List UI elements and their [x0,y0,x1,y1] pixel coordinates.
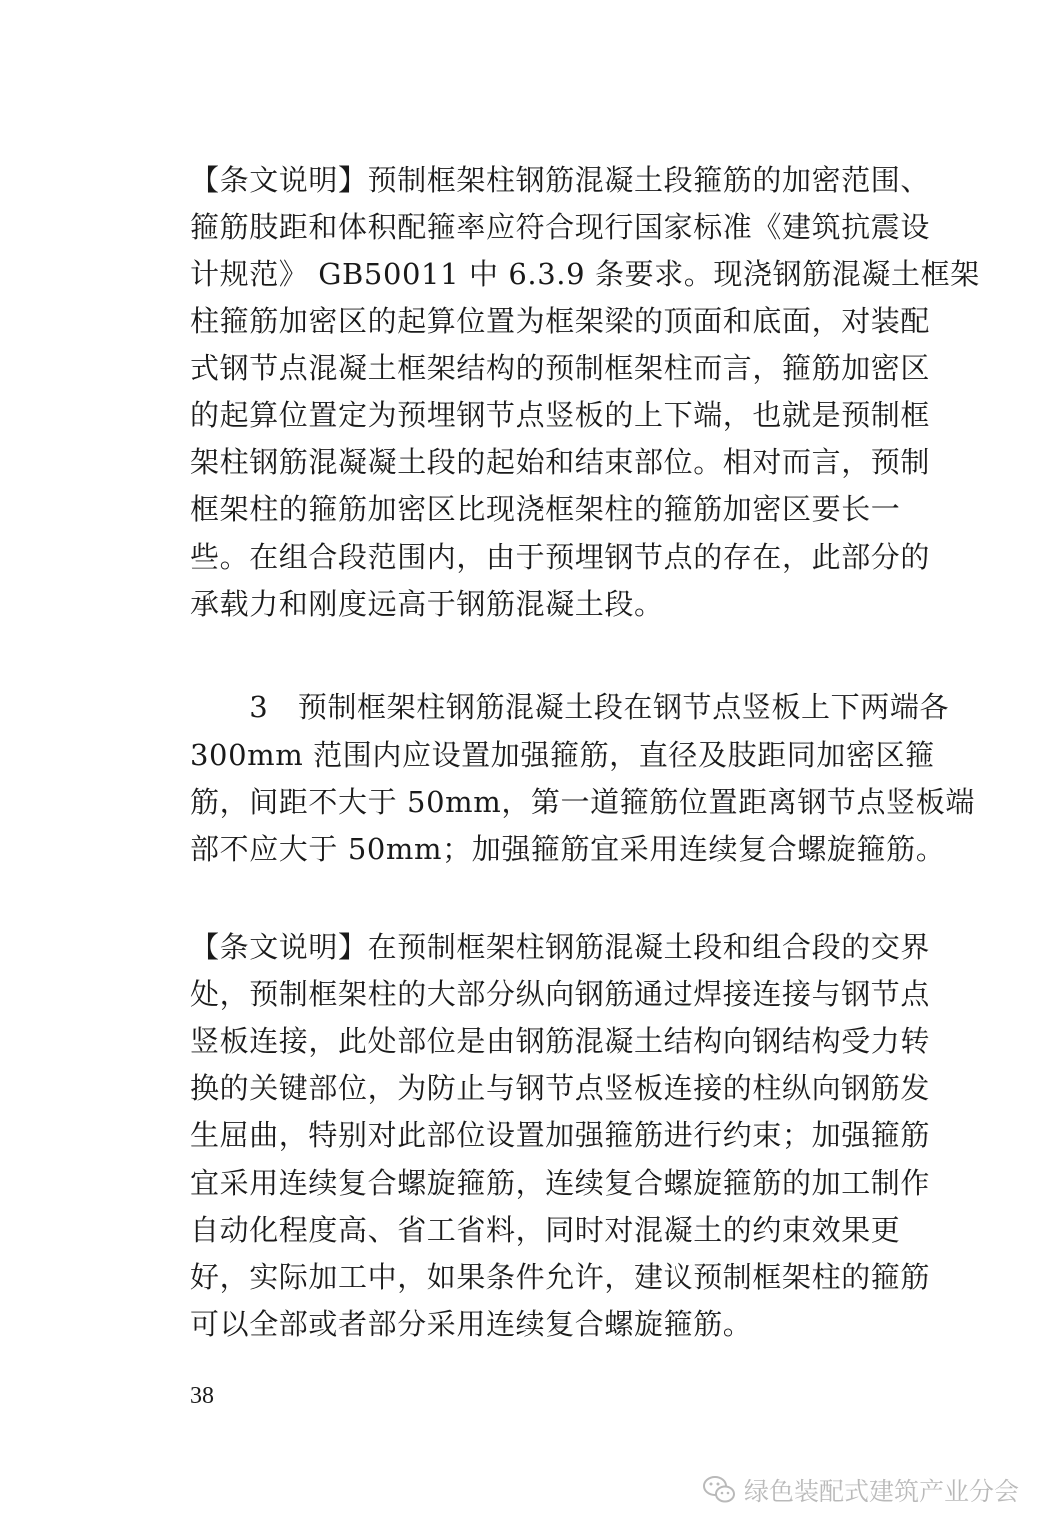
text-line: 好，实际加工中，如果条件允许，建议预制框架柱的箍筋 [190,1260,931,1294]
text-line: 竖板连接，此处部位是由钢筋混凝土结构向钢结构受力转 [190,1024,931,1058]
text-line: 300mm 范围内应设置加强箍筋，直径及肢距同加密区箍 [190,738,935,772]
watermark-text: 绿色装配式建筑产业分会 [744,1477,1020,1506]
text-line: 生屈曲，特别对此部位设置加强箍筋进行约束；加强箍筋 [190,1118,931,1152]
text-line: 自动化程度高、省工省料，同时对混凝土的约束效果更 [190,1213,901,1247]
text-line: 的起算位置定为预埋钢节点竖板的上下端，也就是预制框 [190,398,931,432]
text-line: 宜采用连续复合螺旋箍筋，连续复合螺旋箍筋的加工制作 [190,1166,931,1200]
text-line: 换的关键部位，为防止与钢节点竖板连接的柱纵向钢筋发 [190,1071,931,1105]
text-line: 架柱钢筋混凝凝土段的起始和结束部位。相对而言，预制 [190,445,931,479]
text-line: 框架柱的箍筋加密区比现浇框架柱的箍筋加密区要长一 [190,492,901,526]
text-line: 【条文说明】预制框架柱钢筋混凝土段箍筋的加密范围、 [190,163,931,197]
text-line: 【条文说明】在预制框架柱钢筋混凝土段和组合段的交界 [190,930,931,964]
text-line: 式钢节点混凝土框架结构的预制框架柱而言，箍筋加密区 [190,351,931,385]
page-number: 38 [190,1383,214,1409]
wechat-icon [702,1475,736,1505]
watermark [702,1470,1019,1510]
text-line: 部不应大于 50mm；加强箍筋宜采用连续复合螺旋箍筋。 [190,832,946,866]
text-line: 些。在组合段范围内，由于预埋钢节点的存在，此部分的 [190,540,931,574]
text-line: 箍筋肢距和体积配箍率应符合现行国家标准《建筑抗震设 [190,210,931,244]
text-line: 处，预制框架柱的大部分纵向钢筋通过焊接连接与钢节点 [190,977,931,1011]
text-line: 计规范》 GB50011 中 6.3.9 条要求。现浇钢筋混凝土框架 [190,257,980,291]
text-line: 柱箍筋加密区的起算位置为框架梁的顶面和底面，对装配 [190,304,931,338]
text-line: 筋，间距不大于 50mm，第一道箍筋位置距离钢节点竖板端 [190,785,975,819]
text-line: 承载力和刚度远高于钢筋混凝土段。 [190,587,664,621]
text-line: 可以全部或者部分采用连续复合螺旋箍筋。 [190,1307,753,1341]
text-line: 3 预制框架柱钢筋混凝土段在钢节点竖板上下两端各 [190,690,950,724]
